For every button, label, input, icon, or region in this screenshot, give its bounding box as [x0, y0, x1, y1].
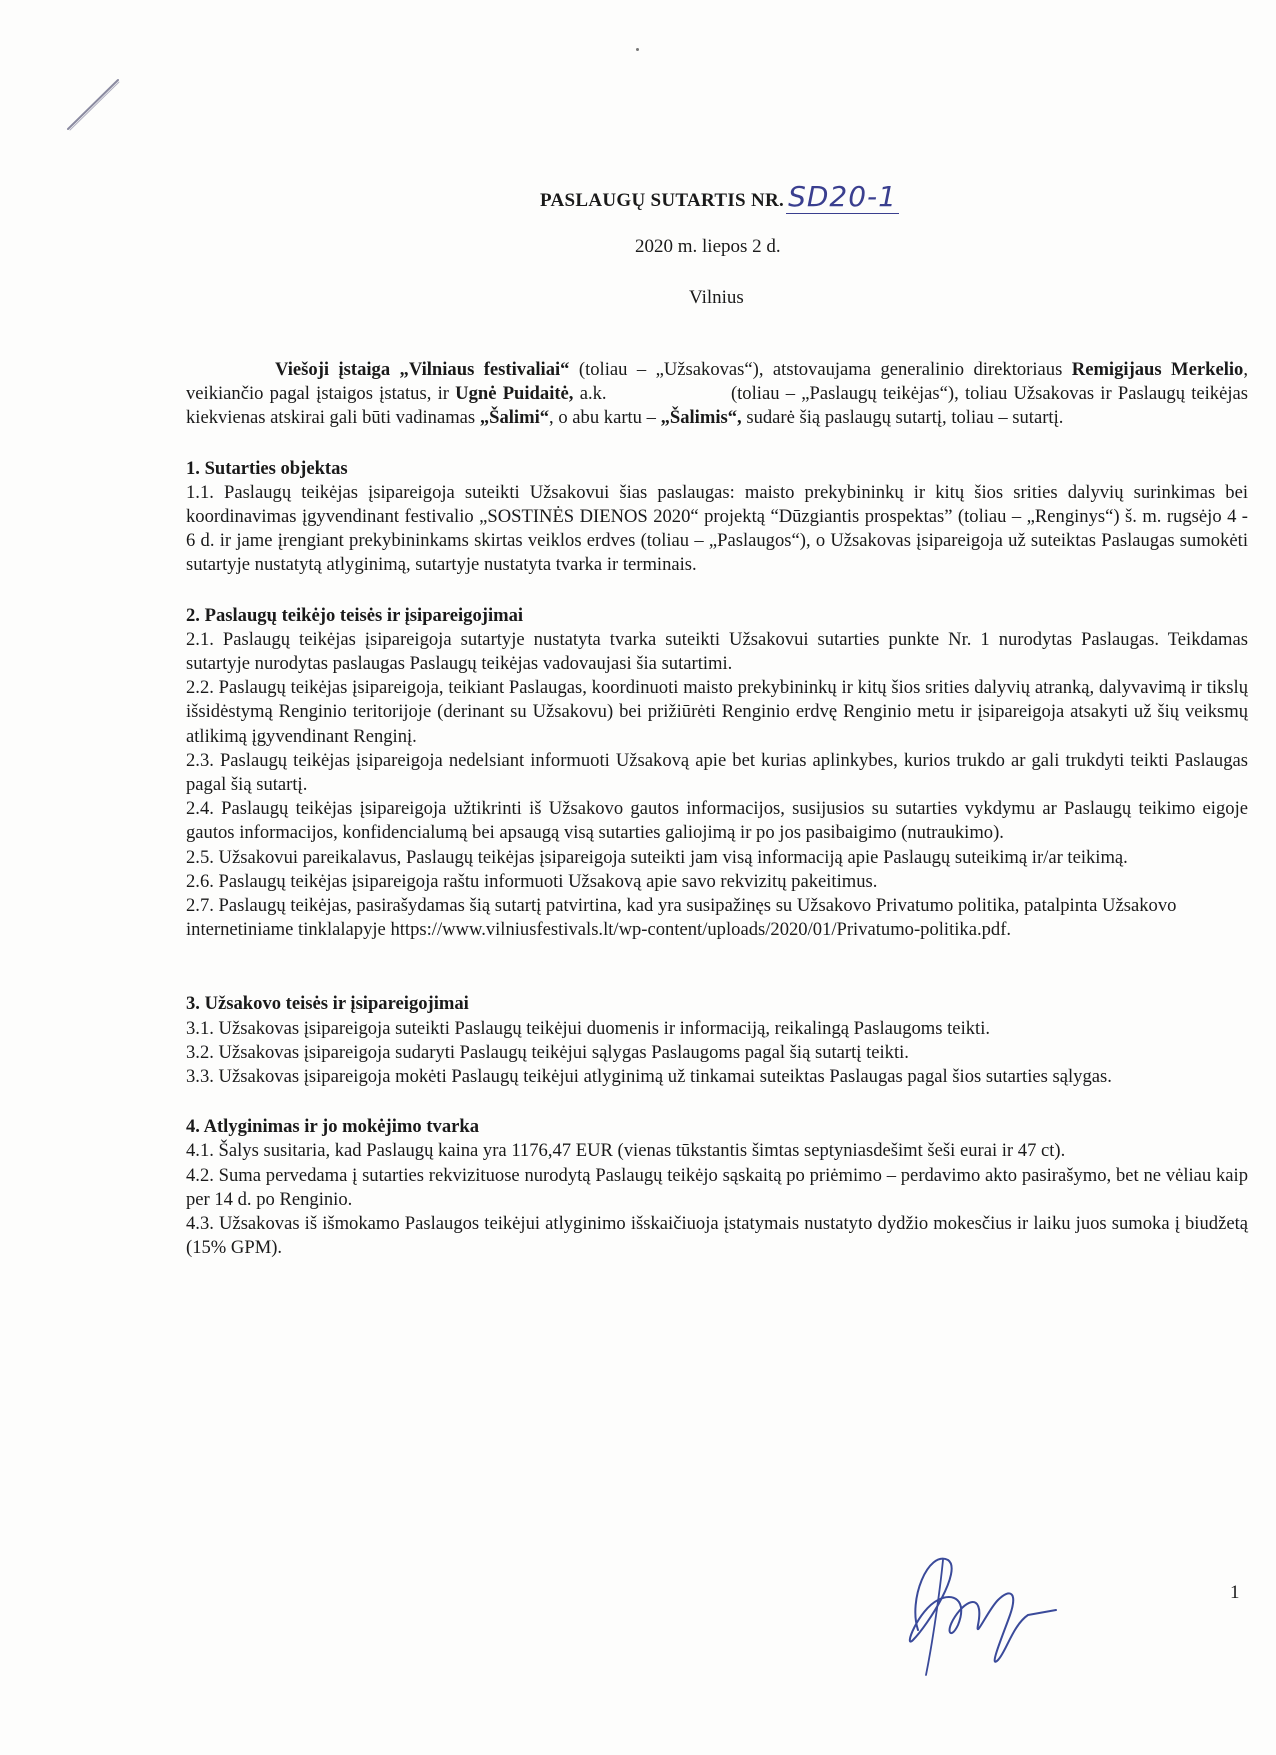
org-name: Viešoji įstaiga „Vilniaus festivaliai“ [275, 359, 570, 380]
clause-4-3: 4.3. Užsakovas iš išmokamo Paslaugos teikėjui atlyginimo išskaičiuoja įstatymais nustatyto dydžio mokesčius ir laiku juos sumoka į biudžetą (15% GPM). [186, 1213, 1248, 1259]
scan-dot [636, 48, 639, 51]
clause-3-2: 3.2. Užsakovas įsipareigoja sudaryti Paslaugų teikėjui sąlygas Paslaugoms pagal šią sutartį teikti. [186, 1041, 909, 1063]
section-heading-4: 4. Atlyginimas ir jo mokėjimo tvarka [186, 1116, 480, 1138]
party-plural: „Šalimis“, [660, 407, 742, 429]
clause-2-7: 2.7. Paslaugų teikėjas, pasirašydamas šią sutartį patvirtina, kad yra susipažinęs su Užsakovo Privatumo politika, patalpinta Užsakovo internetiniame tinklalapyje https://www.vilniusfestivals.lt/wp-content/uploads/2020/01/Privatumo-politika.pdf. [186, 895, 1177, 941]
clause-4-1: 4.1. Šalys susitaria, kad Paslaugų kaina yra 1176,47 EUR (vienas tūkstantis šimtas septyniasdešimt šeši eurai ir 47 ct). [186, 1140, 1066, 1162]
contract-city: Vilnius [689, 287, 744, 308]
intro-text-1: (toliau – „Užsakovas“), atstovaujama generalinio direktoriaus [569, 359, 1072, 380]
director-name: Remigijaus Merkelio [1071, 359, 1244, 380]
intro-paragraph [186, 358, 1253, 431]
section-heading-1: 1. Sutarties objektas [186, 457, 348, 479]
handwritten-signature [888, 1530, 1058, 1680]
page-number: 1 [1230, 1582, 1240, 1603]
contract-title [540, 180, 899, 213]
title-text: PASLAUGŲ SUTARTIS NR. [540, 190, 785, 211]
contract-body [186, 358, 1253, 1261]
intro-text-4: , o abu kartu – [549, 407, 661, 429]
intro-text-2: , veikiančio pagal įstaigos įstatus, ir [186, 359, 1248, 405]
section-heading-3: 3. Užsakovo teisės ir įsipareigojimai [186, 993, 469, 1015]
section-heading-2: 2. Paslaugų teikėjo teisės ir įsipareigojimai [186, 604, 524, 626]
party-single: „Šalimi“ [479, 407, 550, 429]
intro-text-5: sudarė šią paslaugų sutartį, toliau – sutartį. [741, 407, 1064, 429]
clause-2-4: 2.4. Paslaugų teikėjas įsipareigoja užtikrinti iš Užsakovo gautos informacijos, susijusios su sutarties vykdymu ar Paslaugų teikimo eigoje gautos informacijos, konfidencialumą bei apsaugą visą sutarties galiojimą ir po jos pasibaigimo (nutraukimo). [186, 798, 1248, 844]
clause-1-1: 1.1. Paslaugų teikėjas įsipareigoja suteikti Užsakovui šias paslaugas: maisto prekybininkų ir kitų šios srities dalyvių surinkimas bei koordinavimas įgyvendinant festivalio „SOSTINĖS DIENOS 2020“ projektą “Dūzgiantis prospektas” (toliau – „Renginys“) š. m. rugsėjo 4 - 6 d. ir jame įrengiant prekybininkams skirtas veiklos erdves (toliau – „Paslaugos“), o Užsakovas įsipareigoja už suteiktas Paslaugas sumokėti sutartyje nustatytą atlyginimą, sutartyje nustatyta tvarka ir terminais. [186, 481, 1248, 576]
clause-4-2: 4.2. Suma pervedama į sutarties rekvizituose nurodytą Paslaugų teikėjo sąskaitą po priėmimo – perdavimo akto pasirašymo, bet ne vėliau kaip per 14 d. po Renginio. [186, 1164, 1248, 1210]
contract-date: 2020 m. liepos 2 d. [635, 236, 781, 257]
clause-2-2: 2.2. Paslaugų teikėjas įsipareigoja, teikiant Paslaugas, koordinuoti maisto prekybininkų ir kitų šios srities dalyvių atranką, dalyvavimą ir tikslų išsidėstymą Renginio teritorijoje (derinant su Užsakovu) bei prižiūrėti Renginio erdvę Renginio metu ir įsipareigoja atsakyti už šių veiksmų atlikimą įgyvendinant Renginį. [186, 677, 1248, 747]
clause-2-1: 2.1. Paslaugų teikėjas įsipareigoja sutartyje nustatyta tvarka suteikti Užsakovui sutarties punkte Nr. 1 nurodytas Paslaugas. Teikdamas sutartyje nurodytas paslaugas Paslaugų teikėjas vadovaujasi šia sutartimi. [186, 628, 1248, 675]
clause-2-6: 2.6. Paslaugų teikėjas įsipareigoja raštu informuoti Užsakovą apie savo rekvizitų pakeitimus. [186, 870, 878, 892]
clause-2-3: 2.3. Paslaugų teikėjas įsipareigoja nedelsiant informuoti Užsakovą apie bet kurias aplinkybes, kurios trukdo ar gali trukdyti teikti Paslaugas pagal šią sutartį. [186, 749, 1248, 796]
contract-number-handwritten: SD20-1 [788, 180, 897, 213]
clause-3-1: 3.1. Užsakovas įsipareigoja suteikti Paslaugų teikėjui duomenis ir informaciją, reikalingą Paslaugoms teikti. [186, 1017, 991, 1039]
clause-2-5: 2.5. Užsakovui pareikalavus, Paslaugų teikėjas įsipareigoja suteikti jam visą informaciją apie Paslaugų suteikimą ir/ar teikimą. [186, 846, 1128, 868]
clause-3-3: 3.3. Užsakovas įsipareigoja mokėti Paslaugų teikėjui atlyginimą už tinkamai suteiktas Paslaugas pagal šios sutarties sąlygas. [186, 1066, 1112, 1088]
intro-text-3: a.k. (toliau – „Paslaugų teikėjas“), toliau Užsakovas ir Paslaugų teikėjas kiekvienas atskirai gali būti vadinamas [186, 383, 1253, 429]
pen-stroke-mark [66, 74, 136, 134]
provider-name: Ugnė Puidaitė, [455, 383, 574, 405]
